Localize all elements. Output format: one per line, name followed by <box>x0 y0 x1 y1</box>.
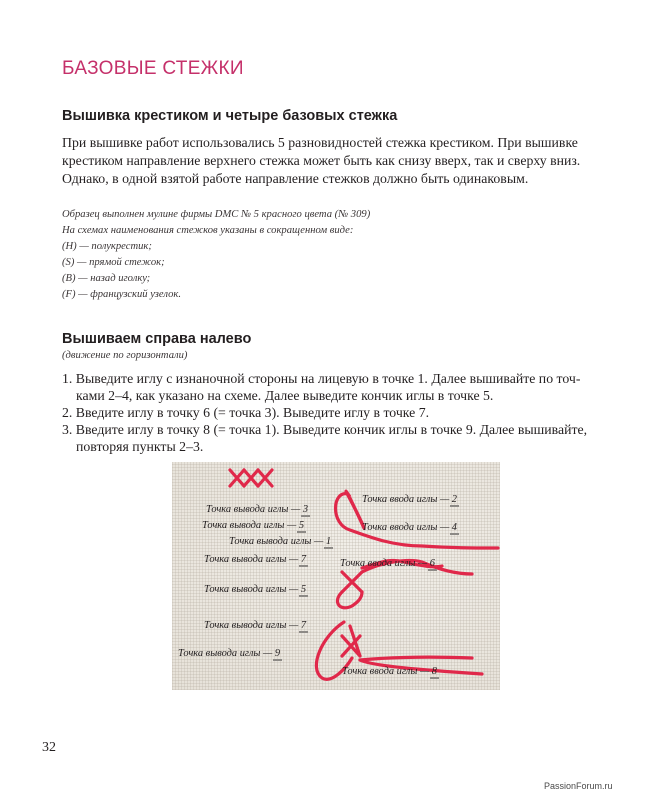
photo-label: Точка вывода иглы — 9 <box>178 648 281 659</box>
thread-stage-3 <box>342 626 360 656</box>
page-number: 32 <box>42 740 56 755</box>
photo-label: Точка ввода иглы — 4 <box>362 522 457 533</box>
note-line: (H) — полукрестик; <box>62 241 152 252</box>
photo-label: Точка вывода иглы — 1 <box>229 536 332 547</box>
note-line: Образец выполнен мулине фирмы DMC № 5 красного цвета (№ 309) <box>62 209 371 220</box>
heading-cross-stitch: Вышивка крестиком и четыре базовых стежка <box>62 108 398 124</box>
note-line: (F) — французский узелок. <box>62 289 182 300</box>
step-line: ками 2–4, как указано на схеме. Далее выведите кончик иглы в точке 5. <box>76 388 494 403</box>
photo-label: Точка ввода иглы — 8 <box>342 666 437 677</box>
photo-label: Точка ввода иглы — 2 <box>362 494 457 505</box>
photo-label: Точка вывода иглы — 5 <box>202 520 305 531</box>
step-line: 3. Введите иглу в точку 8 (= точка 1). Выведите кончик иглы в точке 9. Далее вышивайте, <box>62 422 588 437</box>
stitch-photo <box>172 462 500 690</box>
photo-label: Точка ввода иглы — 6 <box>340 558 435 569</box>
notes-block <box>62 207 582 303</box>
intro-line: При вышивке работ использовались 5 разновидностей стежка крестиком. При вышивке <box>62 135 578 150</box>
note-line: На схемах наименования стежков указаны в сокращенном виде: <box>62 225 354 236</box>
section-title: БАЗОВЫЕ СТЕЖКИ <box>62 58 244 79</box>
note-line: (S) — прямой стежок; <box>62 257 165 268</box>
photo-label: Точка вывода иглы — 7 <box>204 620 307 631</box>
thread-stage-2 <box>342 572 362 592</box>
photo-label: Точка вывода иглы — 7 <box>204 554 307 565</box>
photo-label: Точка вывода иглы — 3 <box>206 504 309 515</box>
sample-crosses <box>230 470 272 486</box>
heading-subnote: (движение по горизонтали) <box>62 350 188 361</box>
step-line: 2. Введите иглу в точку 6 (= точка 3). Выведите иглу в точке 7. <box>62 405 430 420</box>
step-line: 1. Выведите иглу с изнаночной стороны на лицевую в точке 1. Далее вышивайте по точ- <box>62 371 581 386</box>
note-line: (B) — назад иголку; <box>62 273 151 284</box>
step-line: повторяя пункты 2–3. <box>76 439 204 454</box>
heading-right-to-left: Вышиваем справа налево <box>62 331 252 347</box>
intro-line: Однако, в одной взятой работе направление стежков должно быть одинаковым. <box>62 171 529 186</box>
watermark: PassionForum.ru <box>544 781 613 791</box>
steps-list <box>62 370 592 455</box>
intro-line: крестиком направление верхнего стежка может быть как снизу вверх, так и сверху вниз. <box>62 153 581 168</box>
photo-label: Точка вывода иглы — 5 <box>204 584 307 595</box>
